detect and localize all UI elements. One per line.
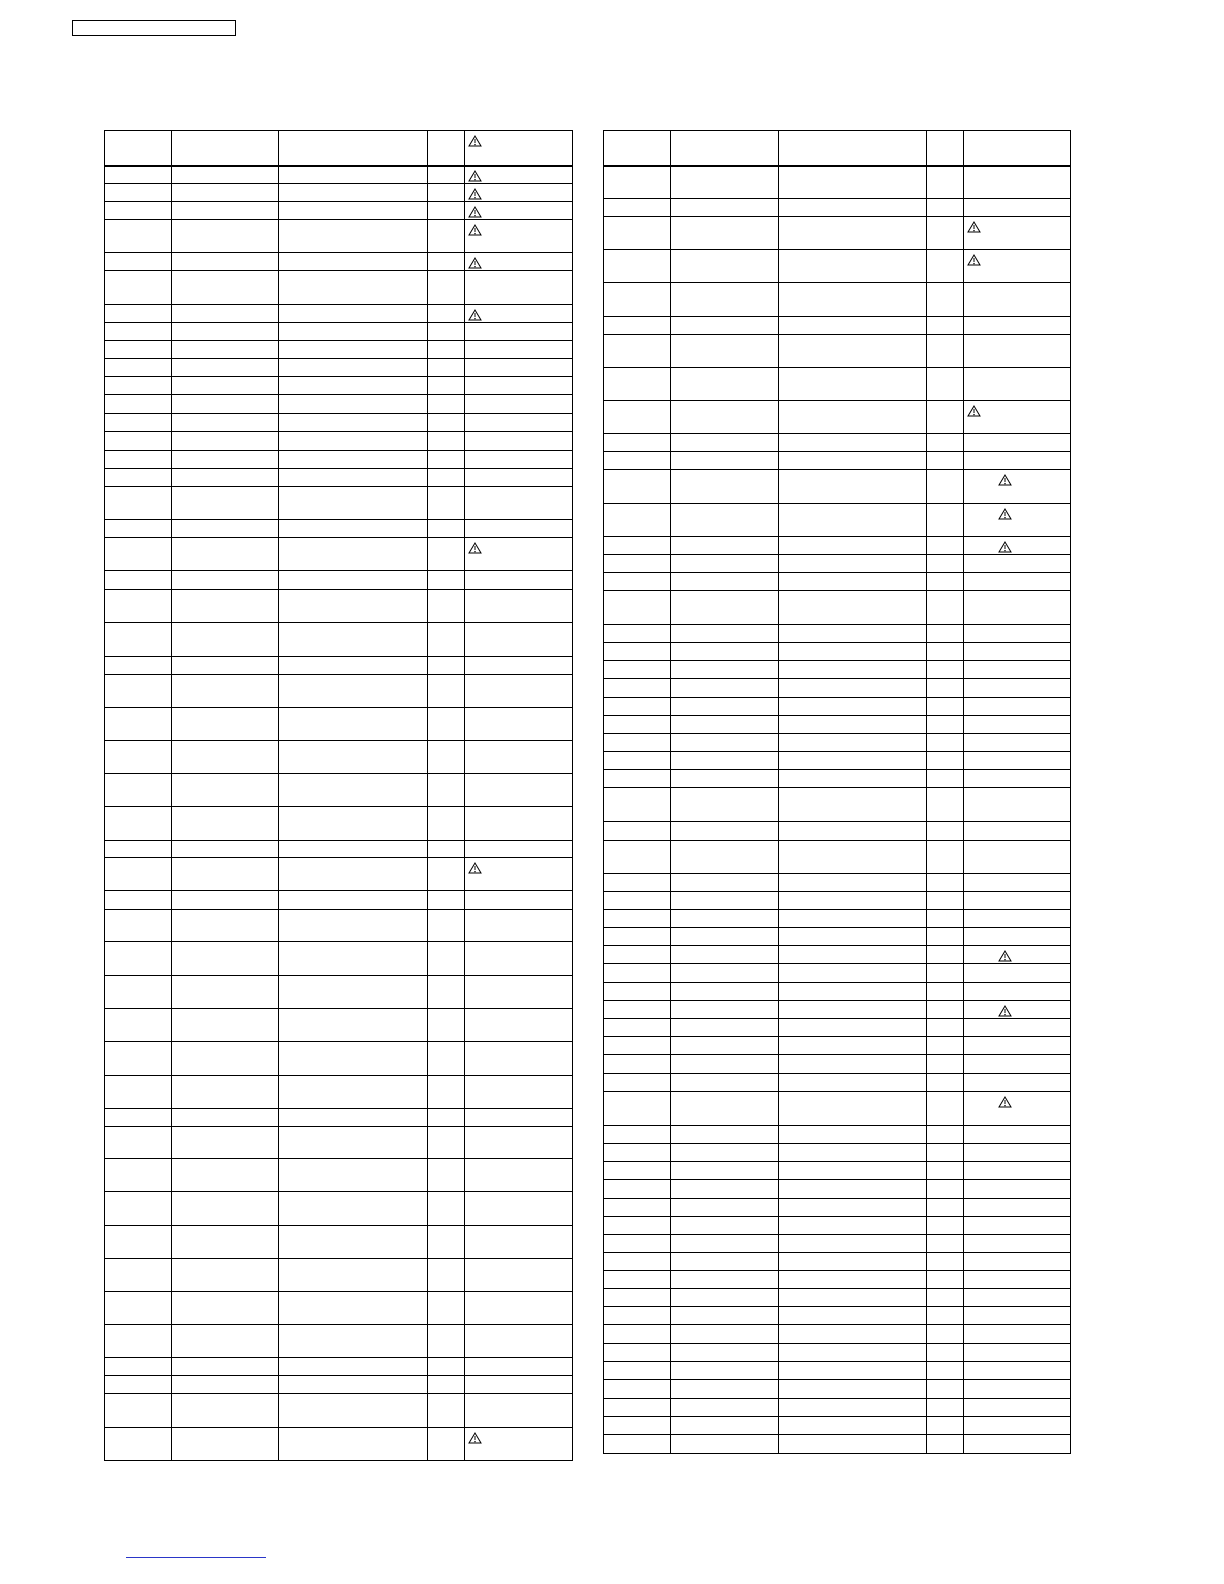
table-row-divider bbox=[105, 1158, 572, 1159]
table-row-divider bbox=[604, 1361, 1070, 1362]
table-row-divider bbox=[105, 322, 572, 323]
warning-icon bbox=[468, 256, 482, 274]
table-row-divider bbox=[604, 282, 1070, 283]
warning-icon bbox=[998, 1095, 1012, 1113]
table-row-divider bbox=[105, 1291, 572, 1292]
header-row-divider bbox=[604, 165, 1070, 167]
table-row-divider bbox=[604, 982, 1070, 983]
warning-triangle-icon bbox=[468, 862, 482, 874]
table-row-divider bbox=[604, 1036, 1070, 1037]
table-row-divider bbox=[105, 183, 572, 184]
table-row-divider bbox=[105, 340, 572, 341]
table-row-divider bbox=[105, 431, 572, 432]
column-divider bbox=[670, 131, 671, 1453]
warning-triangle-icon bbox=[967, 405, 981, 417]
table-row-divider bbox=[604, 1125, 1070, 1126]
column-divider bbox=[926, 131, 927, 1453]
table-row-divider bbox=[105, 773, 572, 774]
table-row-divider bbox=[604, 751, 1070, 752]
table-row-divider bbox=[105, 890, 572, 891]
table-row-divider bbox=[604, 469, 1070, 470]
warning-icon bbox=[468, 541, 482, 559]
table-row-divider bbox=[105, 941, 572, 942]
table-row-divider bbox=[604, 1091, 1070, 1092]
table-row-divider bbox=[105, 975, 572, 976]
table-row-divider bbox=[604, 891, 1070, 892]
table-row-divider bbox=[105, 1108, 572, 1109]
table-row-divider bbox=[604, 503, 1070, 504]
warning-icon bbox=[468, 169, 482, 187]
table-row-divider bbox=[604, 927, 1070, 928]
table-row-divider bbox=[604, 1179, 1070, 1180]
table-row-divider bbox=[604, 1161, 1070, 1162]
table-row-divider bbox=[604, 400, 1070, 401]
warning-icon bbox=[468, 861, 482, 879]
table-row-divider bbox=[105, 270, 572, 271]
table-row-divider bbox=[105, 740, 572, 741]
table-row-divider bbox=[105, 1427, 572, 1428]
table-row-divider bbox=[604, 909, 1070, 910]
table-row-divider bbox=[604, 1143, 1070, 1144]
table-row-divider bbox=[105, 589, 572, 590]
table-row-divider bbox=[105, 1126, 572, 1127]
column-divider bbox=[464, 131, 465, 1460]
warning-triangle-icon bbox=[967, 221, 981, 233]
table-row-divider bbox=[604, 1379, 1070, 1380]
table-row-divider bbox=[604, 334, 1070, 335]
column-divider bbox=[171, 131, 172, 1460]
table-row-divider bbox=[604, 1252, 1070, 1253]
table-row-divider bbox=[105, 468, 572, 469]
table-row-divider bbox=[604, 367, 1070, 368]
table-row-divider bbox=[604, 249, 1070, 250]
table-row-divider bbox=[105, 1041, 572, 1042]
warning-triangle-icon bbox=[468, 224, 482, 236]
table-row-divider bbox=[604, 1073, 1070, 1074]
table-row-divider bbox=[604, 1000, 1070, 1001]
table-row-divider bbox=[604, 590, 1070, 591]
table-row-divider bbox=[604, 1288, 1070, 1289]
table-row-divider bbox=[604, 787, 1070, 788]
table-row-divider bbox=[105, 1324, 572, 1325]
table-row-divider bbox=[105, 537, 572, 538]
warning-triangle-icon bbox=[468, 206, 482, 218]
warning-icon bbox=[468, 134, 482, 152]
table-row-divider bbox=[105, 1357, 572, 1358]
table-row-divider bbox=[105, 358, 572, 359]
table-row-divider bbox=[604, 536, 1070, 537]
warning-triangle-icon bbox=[468, 1432, 482, 1444]
warning-triangle-icon bbox=[468, 135, 482, 147]
warning-icon bbox=[967, 253, 981, 271]
warning-icon bbox=[468, 308, 482, 326]
table-row-divider bbox=[604, 642, 1070, 643]
table-row-divider bbox=[105, 486, 572, 487]
warning-icon bbox=[998, 473, 1012, 491]
table-row-divider bbox=[105, 450, 572, 451]
table-row-divider bbox=[105, 840, 572, 841]
table-row-divider bbox=[604, 216, 1070, 217]
table-row-divider bbox=[105, 1393, 572, 1394]
table-row-divider bbox=[105, 376, 572, 377]
table-row-divider bbox=[604, 433, 1070, 434]
table-row-divider bbox=[105, 1225, 572, 1226]
warning-triangle-icon bbox=[468, 542, 482, 554]
table-row-divider bbox=[604, 715, 1070, 716]
table-row-divider bbox=[105, 622, 572, 623]
warning-icon bbox=[967, 220, 981, 238]
table-row-divider bbox=[604, 1054, 1070, 1055]
warning-icon bbox=[468, 187, 482, 205]
warning-triangle-icon bbox=[468, 309, 482, 321]
parts-table-left bbox=[104, 130, 573, 1461]
table-row-divider bbox=[604, 1234, 1070, 1235]
table-row-divider bbox=[105, 656, 572, 657]
warning-triangle-icon bbox=[967, 254, 981, 266]
table-row-divider bbox=[604, 1398, 1070, 1399]
warning-triangle-icon bbox=[468, 170, 482, 182]
table-row-divider bbox=[105, 1258, 572, 1259]
table-row-divider bbox=[604, 660, 1070, 661]
table-row-divider bbox=[604, 769, 1070, 770]
table-row-divider bbox=[105, 413, 572, 414]
table-row-divider bbox=[604, 1306, 1070, 1307]
warning-triangle-icon bbox=[998, 508, 1012, 520]
warning-triangle-icon bbox=[998, 1096, 1012, 1108]
table-row-divider bbox=[604, 572, 1070, 573]
warning-triangle-icon bbox=[468, 188, 482, 200]
table-row-divider bbox=[105, 519, 572, 520]
table-row-divider bbox=[105, 1191, 572, 1192]
table-row-divider bbox=[604, 733, 1070, 734]
table-row-divider bbox=[105, 201, 572, 202]
column-divider bbox=[278, 131, 279, 1460]
parts-table-right bbox=[603, 130, 1071, 1454]
table-row-divider bbox=[105, 1008, 572, 1009]
warning-icon bbox=[998, 1004, 1012, 1022]
table-row-divider bbox=[105, 857, 572, 858]
table-row-divider bbox=[604, 1324, 1070, 1325]
table-row-divider bbox=[604, 451, 1070, 452]
table-row-divider bbox=[604, 873, 1070, 874]
warning-triangle-icon bbox=[998, 1005, 1012, 1017]
table-row-divider bbox=[604, 624, 1070, 625]
table-row-divider bbox=[604, 1343, 1070, 1344]
footer-link[interactable] bbox=[126, 1557, 266, 1558]
table-row-divider bbox=[105, 394, 572, 395]
header-row-divider bbox=[105, 165, 572, 167]
warning-icon bbox=[967, 404, 981, 422]
table-row-divider bbox=[604, 1270, 1070, 1271]
table-row-divider bbox=[604, 821, 1070, 822]
table-row-divider bbox=[105, 806, 572, 807]
table-row-divider bbox=[604, 198, 1070, 199]
column-divider bbox=[778, 131, 779, 1453]
table-row-divider bbox=[604, 1416, 1070, 1417]
table-row-divider bbox=[604, 697, 1070, 698]
page-header-box bbox=[72, 20, 236, 36]
warning-icon bbox=[468, 223, 482, 241]
table-row-divider bbox=[604, 840, 1070, 841]
warning-icon bbox=[998, 507, 1012, 525]
table-row-divider bbox=[604, 945, 1070, 946]
warning-icon bbox=[998, 949, 1012, 967]
table-row-divider bbox=[105, 1375, 572, 1376]
table-row-divider bbox=[604, 1198, 1070, 1199]
table-row-divider bbox=[105, 219, 572, 220]
table-row-divider bbox=[105, 674, 572, 675]
column-divider bbox=[963, 131, 964, 1453]
table-row-divider bbox=[105, 707, 572, 708]
table-row-divider bbox=[105, 1075, 572, 1076]
table-row-divider bbox=[105, 304, 572, 305]
table-row-divider bbox=[105, 570, 572, 571]
table-row-divider bbox=[604, 678, 1070, 679]
warning-triangle-icon bbox=[468, 257, 482, 269]
warning-icon bbox=[998, 540, 1012, 558]
table-row-divider bbox=[105, 252, 572, 253]
table-row-divider bbox=[105, 909, 572, 910]
warning-icon bbox=[468, 205, 482, 223]
warning-triangle-icon bbox=[998, 474, 1012, 486]
table-row-divider bbox=[604, 1216, 1070, 1217]
column-divider bbox=[427, 131, 428, 1460]
warning-triangle-icon bbox=[998, 950, 1012, 962]
warning-icon bbox=[468, 1431, 482, 1449]
warning-triangle-icon bbox=[998, 541, 1012, 553]
table-row-divider bbox=[604, 1434, 1070, 1435]
table-row-divider bbox=[604, 316, 1070, 317]
